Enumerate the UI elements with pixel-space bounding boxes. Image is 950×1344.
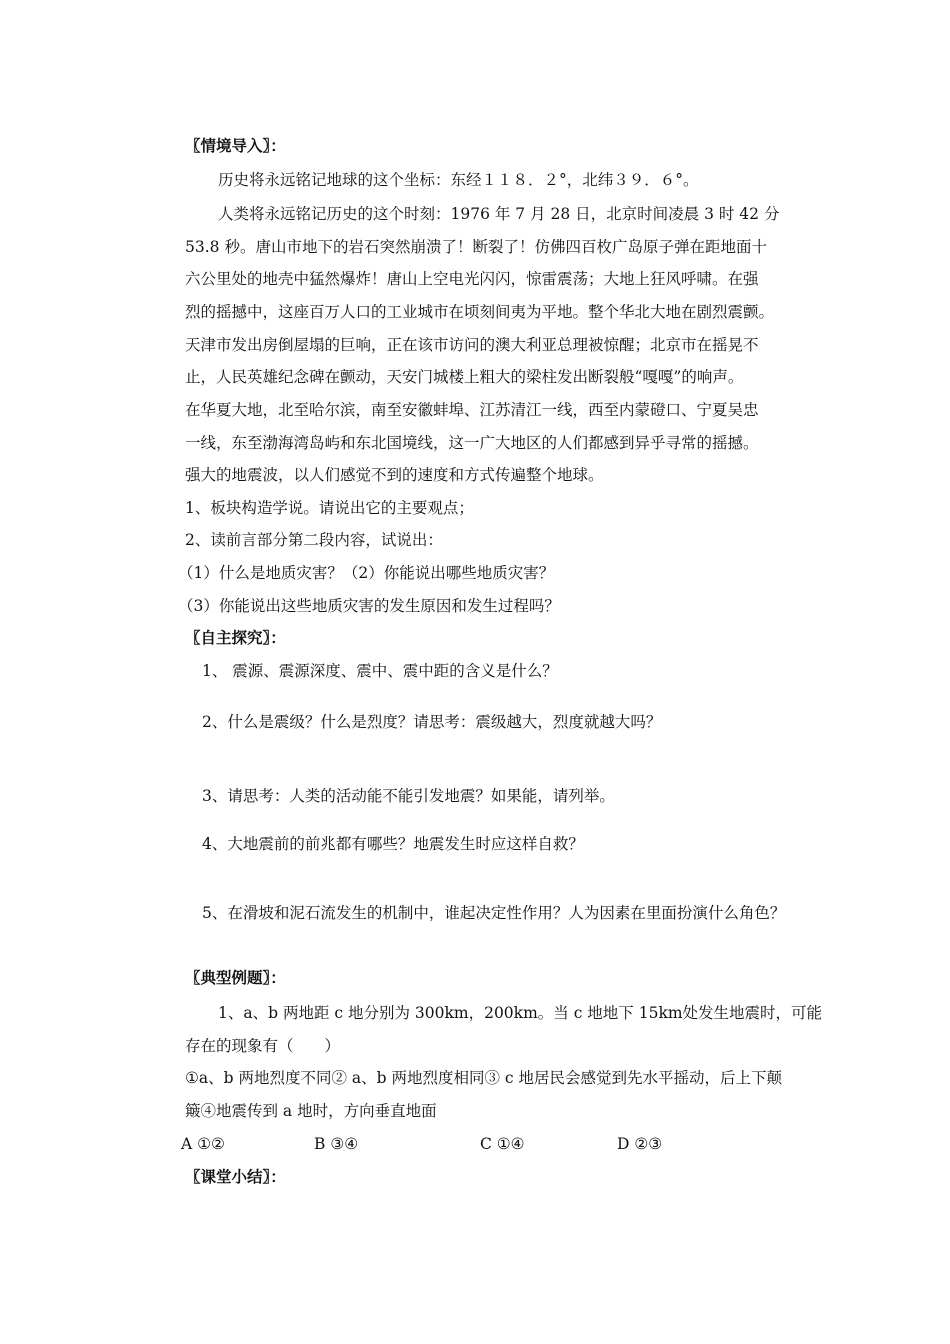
section-heading-examples: 〖典型例题〗： <box>185 969 286 987</box>
study-item-3: 3、请思考：人类的活动能不能引发地震？如果能，请列举。 <box>202 787 615 805</box>
study-item-4: 4、大地震前的前兆都有哪些？地震发生时应这样自救？ <box>202 835 584 853</box>
paragraph-line: 强大的地震波，以人们感觉不到的速度和方式传遍整个地球。 <box>185 466 604 484</box>
question-2a: （1）什么是地质灾害？（2）你能说出哪些地质灾害？ <box>178 564 555 582</box>
section-heading-self-study: 〖自主探究〗： <box>185 629 286 647</box>
example-statements-line: 簸④地震传到 a 地时，方向垂直地面 <box>185 1102 437 1120</box>
study-item-5: 5、在滑坡和泥石流发生的机制中，谁起决定性作用？人为因素在里面扮演什么角色？ <box>202 904 786 922</box>
paragraph-line: 一线，东至渤海湾岛屿和东北国境线，这一广大地区的人们都感到异乎寻常的摇撼。 <box>185 434 759 452</box>
paragraph-line: 止，人民英雄纪念碑在颤动，天安门城楼上粗大的梁柱发出断裂般“嘎嘎”的响声。 <box>185 368 744 386</box>
question-2: 2、读前言部分第二段内容，试说出： <box>185 531 443 549</box>
paragraph-line: 烈的摇撼中，这座百万人口的工业城市在顷刻间夷为平地。整个华北大地在剧烈震颤。 <box>185 303 775 321</box>
paragraph-line: 53.8 秒。唐山市地下的岩石突然崩溃了！断裂了！仿佛四百枚广岛原子弹在距地面十 <box>185 238 767 256</box>
answer-options <box>0 1134 950 1154</box>
paragraph-coordinates: 历史将永远铭记地球的这个坐标：东经１１８．２°，北纬３９．６°。 <box>218 171 699 189</box>
paragraph-line: 天津市发出房倒屋塌的巨响，正在该市访问的澳大利亚总理被惊醒；北京市在摇晃不 <box>185 336 759 354</box>
paragraph-line: 六公里处的地壳中猛然爆炸！唐山上空电光闪闪，惊雷震荡；大地上狂风呼啸。在强 <box>185 270 759 288</box>
study-item-1: 1、 震源、震源深度、震中、震中距的含义是什么？ <box>202 662 558 680</box>
study-item-2: 2、什么是震级？什么是烈度？请思考：震级越大，烈度就越大吗？ <box>202 713 662 731</box>
question-1: 1、板块构造学说。请说出它的主要观点； <box>185 499 474 517</box>
example-question-line: 存在的现象有（ ） <box>185 1037 341 1055</box>
section-heading-scenario: 〖情境导入〗： <box>185 137 286 155</box>
question-2b: （3）你能说出这些地质灾害的发生原因和发生过程吗？ <box>178 597 560 615</box>
example-question-line: 1、a、b 两地距 c 地分别为 300km，200km。当 c 地地下 15km处发生地震时，可能 <box>218 1004 823 1022</box>
option-c: C ①④ <box>480 1135 525 1153</box>
paragraph-line: 在华夏大地，北至哈尔滨，南至安徽蚌埠、江苏清江一线，西至内蒙磴口、宁夏吴忠 <box>185 401 759 419</box>
option-a: A ①② <box>181 1135 225 1153</box>
paragraph-line: 人类将永远铭记历史的这个时刻：1976 年 7 月 28 日，北京时间凌晨 3 时 42 分 <box>218 205 780 223</box>
option-b: B ③④ <box>314 1135 359 1153</box>
example-statements-line: ①a、b 两地烈度不同② a、b 两地烈度相同③ c 地居民会感觉到先水平摇动，后上下颠 <box>185 1069 783 1087</box>
section-heading-summary: 〖课堂小结〗： <box>185 1168 286 1186</box>
option-d: D ②③ <box>617 1135 663 1153</box>
